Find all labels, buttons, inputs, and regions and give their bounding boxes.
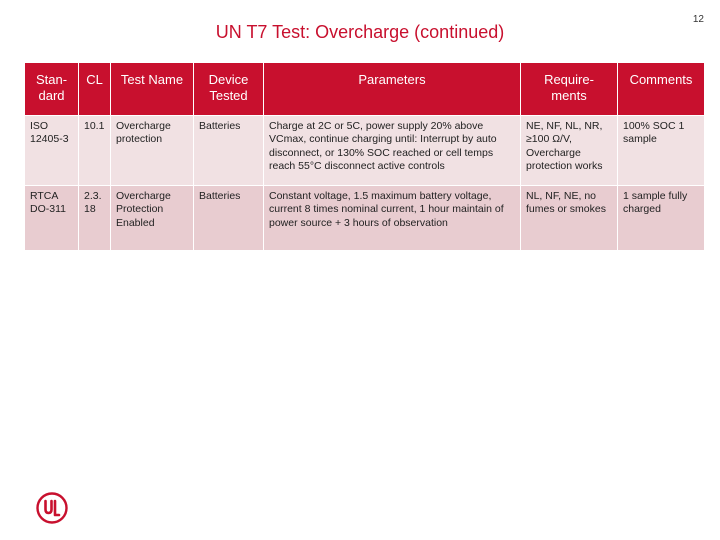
cell-device-tested: Batteries bbox=[194, 186, 264, 251]
header-cl: CL bbox=[79, 63, 111, 116]
table-header-row bbox=[25, 63, 705, 116]
test-table bbox=[24, 62, 705, 251]
cell-test-name: Overcharge Protection Enabled bbox=[111, 186, 194, 251]
table-row bbox=[25, 186, 705, 251]
cell-parameters: Constant voltage, 1.5 maximum battery voltage, current 8 times nominal current, 1 hour maintain of power source + 3 hours of observation bbox=[264, 186, 521, 251]
table-row bbox=[25, 116, 705, 186]
header-comments: Comments bbox=[618, 63, 705, 116]
cell-cl: 2.3. 18 bbox=[79, 186, 111, 251]
cell-comments: 100% SOC 1 sample bbox=[618, 116, 705, 186]
slide-title: UN T7 Test: Overcharge (continued) bbox=[215, 22, 505, 42]
cell-comments: 1 sample fully charged bbox=[618, 186, 705, 251]
cell-standard: ISO 12405-3 bbox=[25, 116, 79, 186]
cell-requirements: NL, NF, NE, no fumes or smokes bbox=[521, 186, 618, 251]
cell-parameters: Charge at 2C or 5C, power supply 20% above VCmax, continue charging until: Interrupt by auto disconnect, or 130% SOC reached or cell temps reach 55°C disconnect active controls bbox=[264, 116, 521, 186]
page-number: 12 bbox=[692, 14, 704, 25]
header-test-name: Test Name bbox=[111, 63, 194, 116]
header-requirements: Require- ments bbox=[521, 63, 618, 116]
header-standard: Stan- dard bbox=[25, 63, 79, 116]
cell-standard: RTCA DO-311 bbox=[25, 186, 79, 251]
header-device-tested: Device Tested bbox=[194, 63, 264, 116]
cell-test-name: Overcharge protection bbox=[111, 116, 194, 186]
ul-logo-icon bbox=[36, 492, 68, 524]
header-parameters: Parameters bbox=[264, 63, 521, 116]
cell-cl: 10.1 bbox=[79, 116, 111, 186]
cell-device-tested: Batteries bbox=[194, 116, 264, 186]
cell-requirements: NE, NF, NL, NR, ≥100 Ω/V, Overcharge protection works bbox=[521, 116, 618, 186]
